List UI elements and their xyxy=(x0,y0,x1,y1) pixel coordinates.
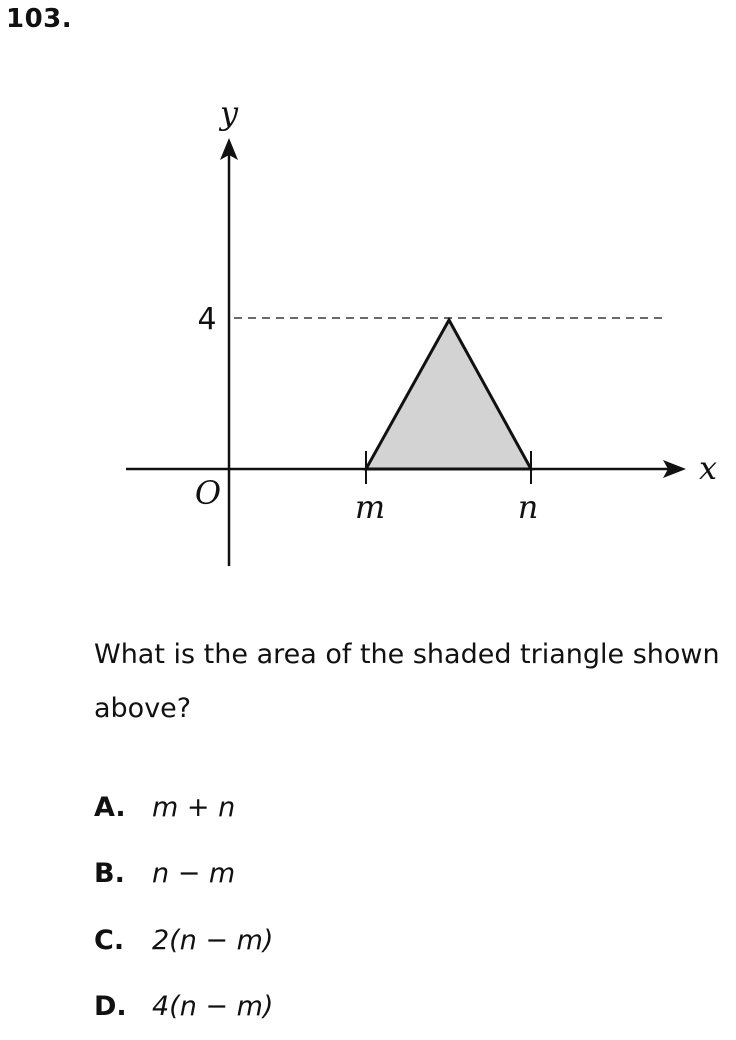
y-tick-label-4: 4 xyxy=(197,302,216,337)
m-tick-label: m xyxy=(355,488,385,526)
answer-choices xyxy=(94,774,273,1040)
choice-letter: A. xyxy=(94,792,152,823)
choice-text: 2(n − m) xyxy=(152,925,273,956)
question-prompt: What is the area of the shaded triangle shown above? xyxy=(94,628,724,736)
choice-a[interactable] xyxy=(94,774,273,841)
question-number: 103. xyxy=(6,4,72,34)
origin-label: O xyxy=(195,474,221,512)
y-axis-label: y xyxy=(218,94,239,132)
choice-b[interactable] xyxy=(94,841,273,908)
choice-letter: D. xyxy=(94,991,152,1022)
choice-text: m + n xyxy=(152,792,235,823)
choice-letter: C. xyxy=(94,925,152,956)
choice-c[interactable] xyxy=(94,907,273,974)
choice-text: 4(n − m) xyxy=(152,991,273,1022)
n-tick-label: n xyxy=(518,488,539,526)
shaded-triangle xyxy=(366,320,531,469)
choice-d[interactable] xyxy=(94,974,273,1040)
choice-text: n − m xyxy=(152,858,235,889)
x-axis-label: x xyxy=(699,449,717,487)
choice-letter: B. xyxy=(94,858,152,889)
